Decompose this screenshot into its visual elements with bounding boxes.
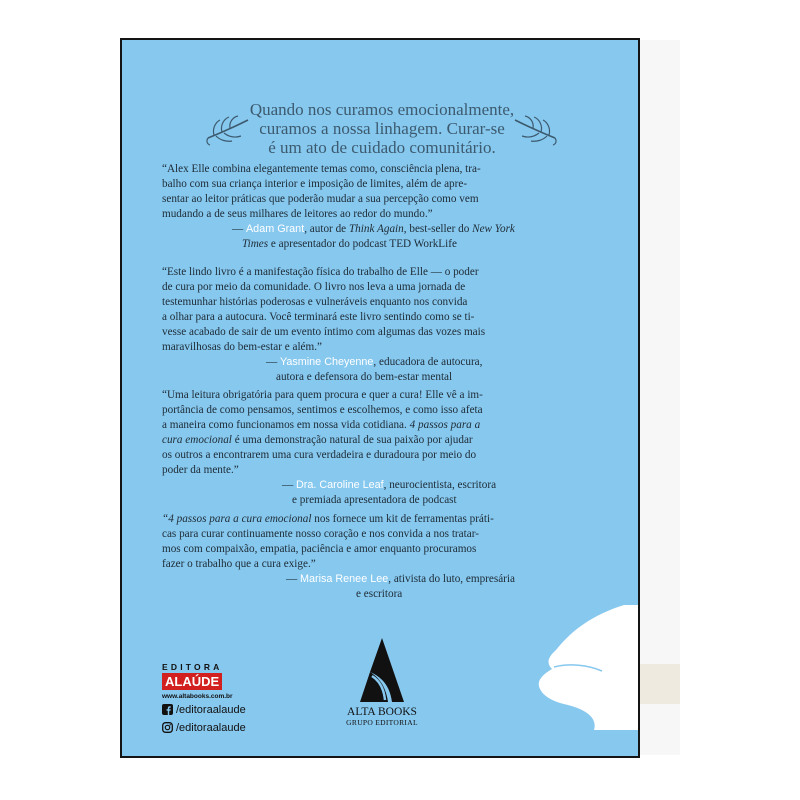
quote-line: portância de como pensamos, sentimos e escolhemos, e como isso afeta bbox=[162, 404, 483, 416]
quote-text bbox=[162, 265, 610, 355]
attribution-text: e apresentador do podcast TED WorkLife bbox=[268, 238, 457, 250]
alta-books-name: ALTA BOOKS bbox=[347, 706, 417, 718]
alta-books-subtitle: GRUPO EDITORIAL bbox=[346, 718, 418, 727]
author-name: Yasmine Cheyenne bbox=[279, 356, 374, 368]
attribution-text: , autor de bbox=[304, 223, 349, 235]
author-name: Dra. Caroline Leaf bbox=[295, 479, 384, 491]
attribution-dash: — bbox=[286, 573, 300, 585]
facebook-icon bbox=[162, 704, 173, 715]
quote-line: a maneira como funcionamos em nossa vida cotidiana. bbox=[162, 419, 410, 431]
attribution-text: , neurocientista, escritora bbox=[383, 479, 497, 491]
quote-line: fazer o trabalho que a cura exige.” bbox=[162, 558, 316, 570]
alta-books-logo bbox=[332, 638, 432, 727]
background-strip-bottom bbox=[640, 664, 680, 704]
publication-title: Times bbox=[242, 238, 269, 250]
quote-line: cas para curar continuamente nosso coração e nos convida a nos tratar- bbox=[162, 528, 479, 540]
review-quote bbox=[162, 388, 610, 508]
epigraph-line: Quando nos curamos emocionalmente, bbox=[249, 100, 515, 119]
epigraph-line: curamos a nossa linhagem. Curar-se bbox=[259, 119, 505, 138]
attribution-text: autora e defensora do bem-estar mental bbox=[276, 371, 453, 383]
quote-line: testemunhar histórias poderosas e vulneráveis enquanto nos convida bbox=[162, 296, 468, 308]
quote-attribution bbox=[162, 572, 610, 602]
attribution-text: e escritora bbox=[356, 588, 403, 600]
quote-line: “Alex Elle combina elegantemente temas como, consciência plena, tra- bbox=[162, 163, 481, 175]
background-strip bbox=[640, 40, 680, 755]
publication-title: New York bbox=[472, 223, 515, 235]
quote-line: é uma demonstração natural de sua paixão por ajudar bbox=[231, 434, 473, 446]
book-title: 4 passos para a bbox=[409, 419, 481, 431]
attribution-text: e premiada apresentadora de podcast bbox=[292, 494, 457, 506]
attribution-text: , best-seller do bbox=[403, 223, 473, 235]
facebook-handle bbox=[162, 704, 282, 716]
quote-line: a olhar para a autocura. Você terminará este livro sentindo como se ti- bbox=[162, 311, 475, 323]
review-quote bbox=[162, 512, 610, 602]
alta-books-mark-icon bbox=[360, 638, 404, 704]
instagram-handle bbox=[162, 722, 282, 734]
quote-line: “Uma leitura obrigatória para quem procura e quer a cura! Elle vê a im- bbox=[162, 389, 483, 401]
attribution-dash: — bbox=[266, 356, 280, 368]
quote-attribution bbox=[162, 478, 610, 508]
quote-line: mudando a de seus milhares de leitores ao redor do mundo.” bbox=[162, 208, 433, 220]
leaf-ornament-right-icon bbox=[511, 114, 559, 146]
quote-line: nos fornece um kit de ferramentas práti- bbox=[311, 513, 494, 525]
instagram-handle-text: /editoraalaude bbox=[176, 722, 246, 734]
instagram-icon bbox=[162, 722, 173, 733]
facebook-handle-text: /editoraalaude bbox=[176, 704, 246, 716]
quote-text bbox=[162, 162, 610, 222]
quote-line: poder da mente.” bbox=[162, 464, 239, 476]
book-title: cura emocional bbox=[162, 434, 232, 446]
book-back-cover bbox=[120, 38, 640, 758]
review-quote bbox=[162, 162, 610, 252]
quote-line: sentar ao leitor práticas que poderão mudar a sua percepção como vem bbox=[162, 193, 479, 205]
quote-attribution bbox=[162, 355, 610, 385]
quote-line: “Este lindo livro é a manifestação física do trabalho de Elle — o poder bbox=[162, 266, 479, 278]
quote-line: vesse acabado de sair de um evento íntimo com algumas das vozes mais bbox=[162, 326, 486, 338]
epigraph-line: é um ato de cuidado comunitário. bbox=[268, 138, 496, 157]
epigraph bbox=[222, 100, 542, 157]
quote-line: de cura por meio da comunidade. O livro nos leva a uma jornada de bbox=[162, 281, 466, 293]
book-title: “4 passos para a cura emocional bbox=[162, 513, 312, 525]
book-title: Think Again bbox=[348, 223, 404, 235]
author-name: Marisa Renee Lee bbox=[299, 573, 389, 585]
quote-line: os outros a encontrarem uma cura verdadeira e duradoura por meio do bbox=[162, 449, 477, 461]
quote-line: mos com compaixão, empatia, paciência e amor enquanto procuramos bbox=[162, 543, 477, 555]
publisher-logo bbox=[162, 662, 262, 700]
quote-text bbox=[162, 512, 610, 572]
quote-attribution bbox=[162, 222, 610, 252]
attribution-dash: — bbox=[232, 223, 246, 235]
author-name: Adam Grant bbox=[245, 223, 305, 235]
attribution-dash: — bbox=[282, 479, 296, 491]
quote-line: maravilhosas do bem-estar e além.” bbox=[162, 341, 322, 353]
publisher-label: EDITORA bbox=[162, 662, 223, 672]
attribution-text: , educadora de autocura, bbox=[373, 356, 483, 368]
quote-text bbox=[162, 388, 610, 478]
quote-line: balho com sua criança interior e imposição de limites, além de apre- bbox=[162, 178, 468, 190]
hand-illustration bbox=[536, 605, 640, 730]
publisher-brand: ALAÚDE bbox=[162, 673, 222, 690]
review-quote bbox=[162, 265, 610, 385]
publisher-url: www.altabooks.com.br bbox=[162, 693, 233, 700]
attribution-text: , ativista do luto, empresária bbox=[388, 573, 515, 585]
